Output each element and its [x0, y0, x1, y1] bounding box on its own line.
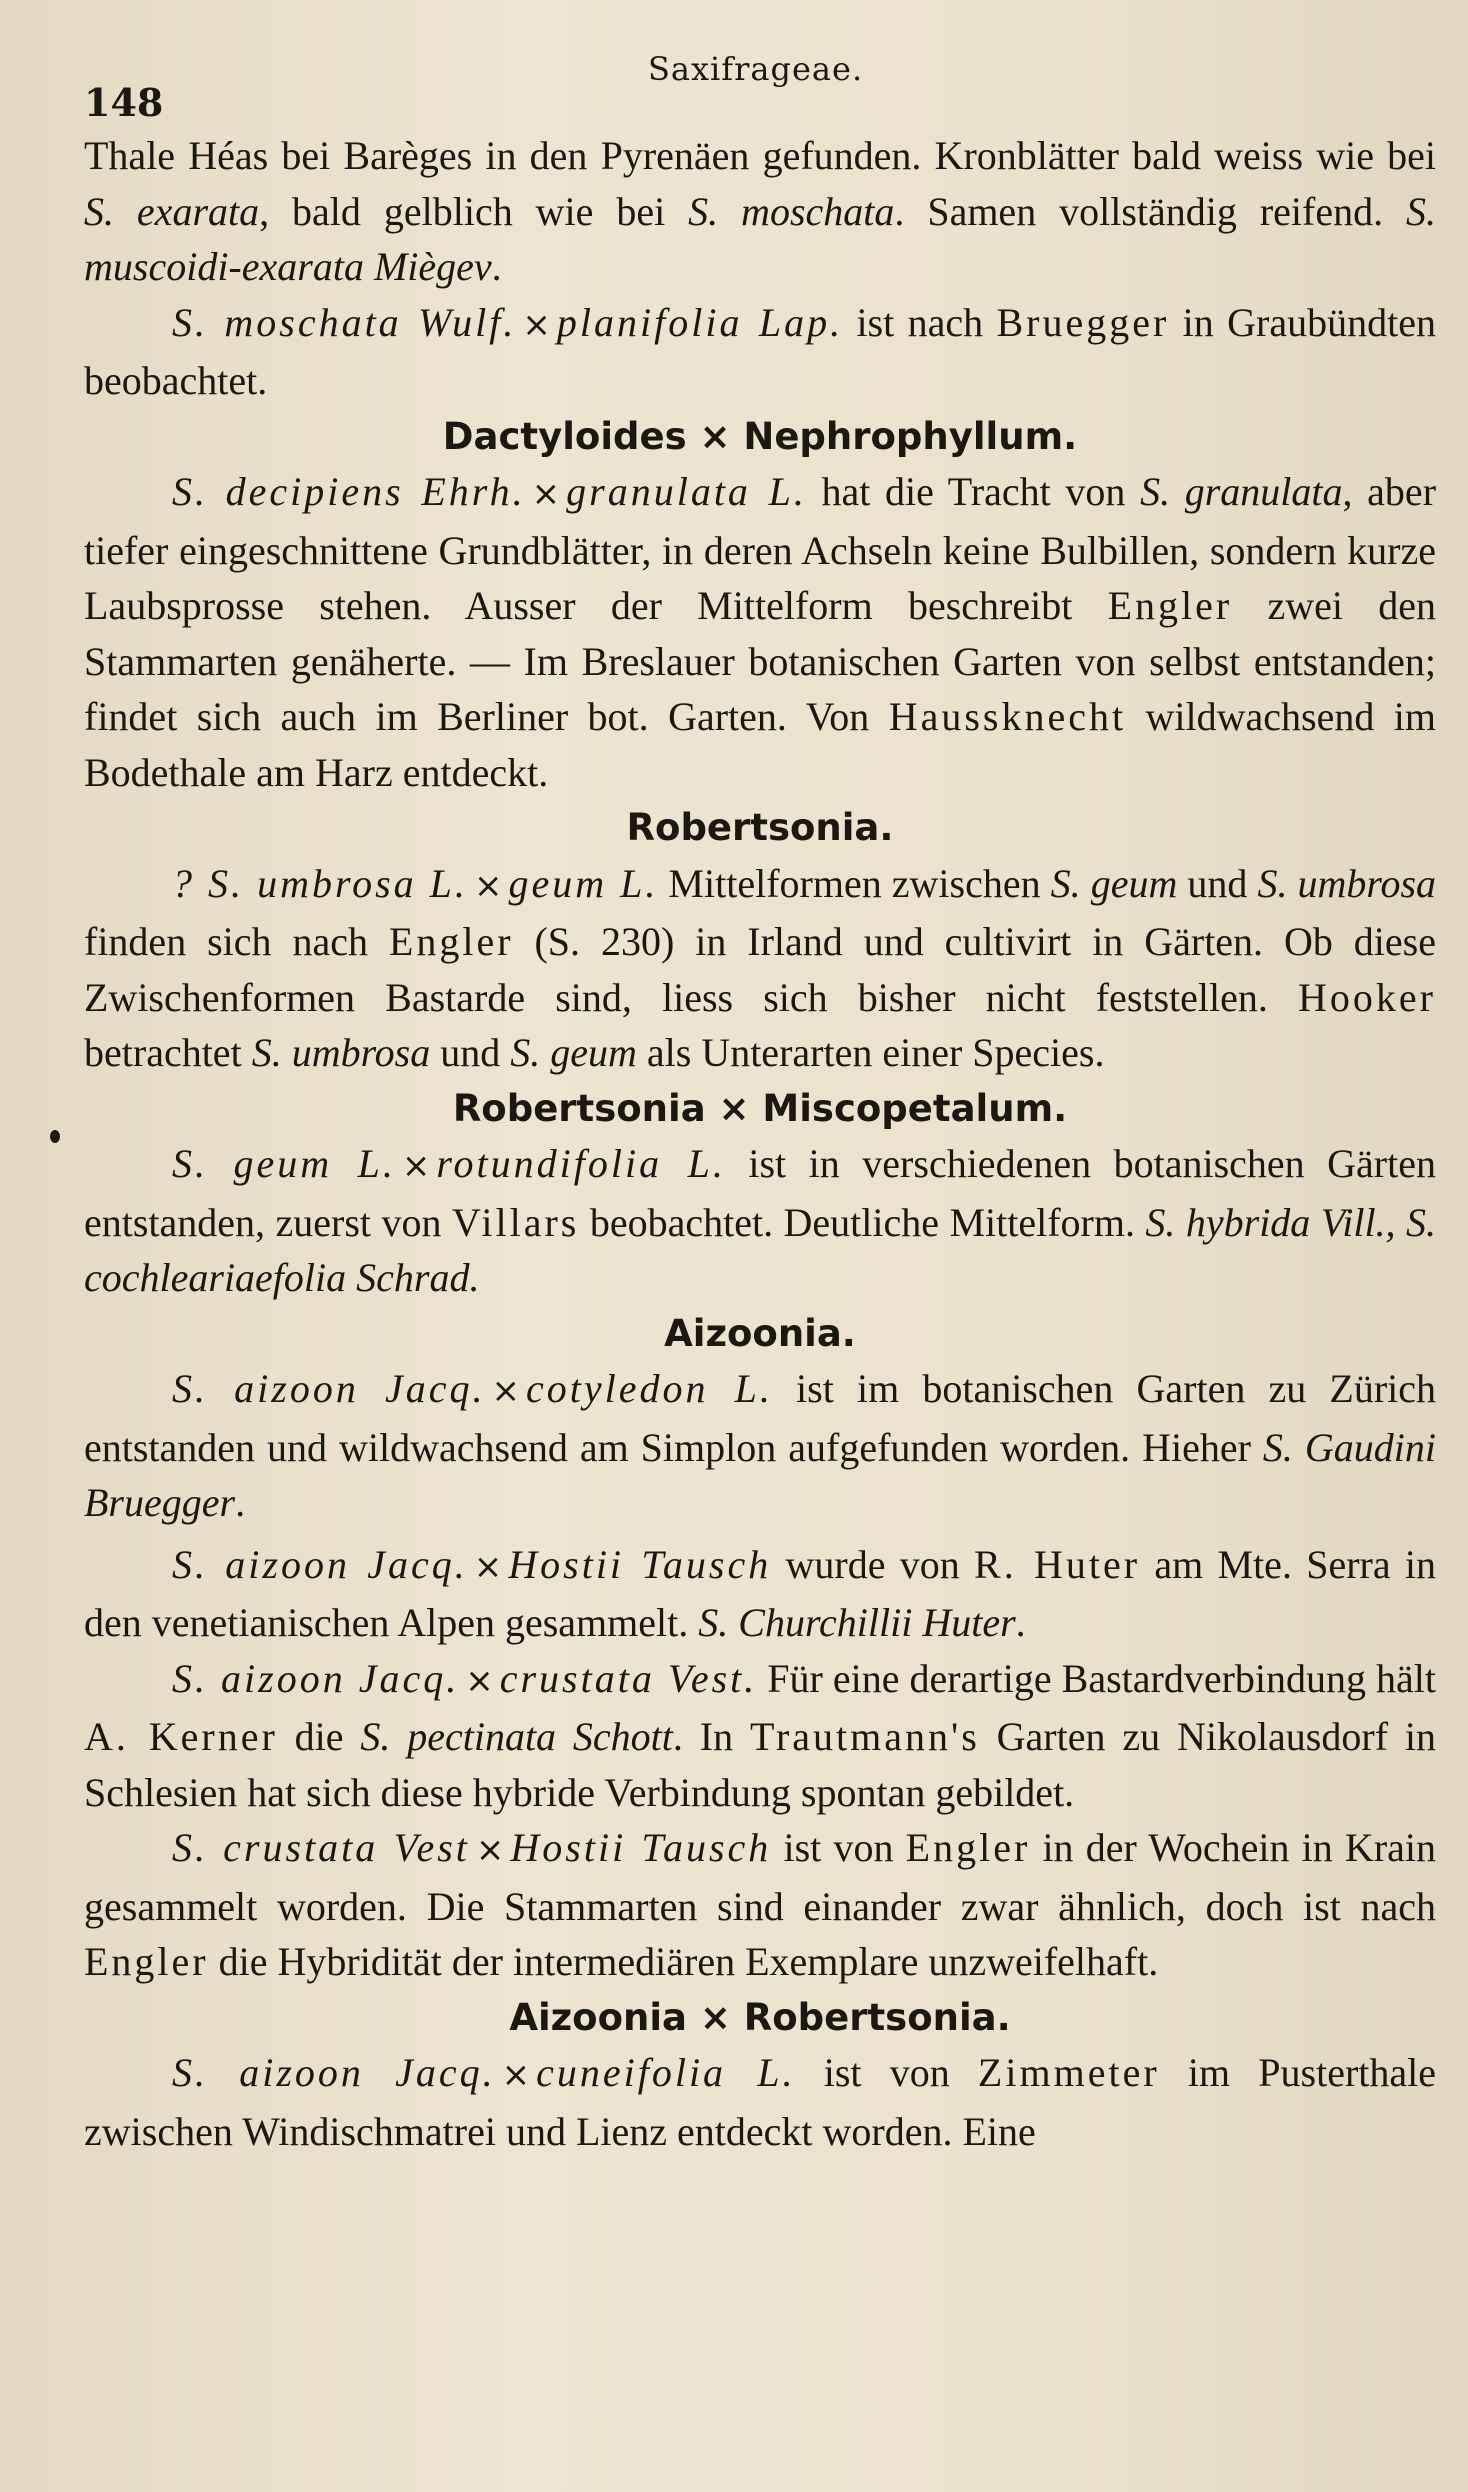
page-header — [0, 48, 1468, 125]
paragraph: S. decipiens Ehrh. × granulata L. hat die Tracht von S. granulata, aber tiefer eingeschnittene Grundblätter, in deren Achseln keine Bulbillen, sondern kurze Laubsprosse stehen. Ausser der Mittelform beschreibt Engler zwei den Stammarten genäherte. — Im Breslauer botanischen Garten von selbst entstanden; findet sich auch im Berliner bot. Garten. Von Haussknecht wildwachsend im Bodethale am Harz entdeckt. — [84, 469, 1437, 795]
ink-spot — [50, 1130, 60, 1143]
section-heading: Robertsonia × Miscopetalum. — [452, 1086, 1068, 1130]
section-heading: Robertsonia. — [626, 806, 894, 849]
page-body — [84, 128, 1436, 2159]
paragraph: S. geum L. × rotundifolia L. ist in verschiedenen botanischen Gärten entstanden, zuerst von Villars beobachtet. Deutliche Mittelform. S. hybrida Vill., S. cochleariaefolia Schrad. — [84, 1141, 1436, 1300]
page-number: 148 — [84, 80, 164, 125]
section-heading: Aizoonia × Robertsonia. — [509, 1995, 1011, 2039]
paragraph: S. moschata Wulf. × planifolia Lap. ist nach Bruegger in Graubündten beobachtet. — [84, 299, 1436, 403]
section-heading: Aizoonia. — [664, 1311, 856, 1355]
running-title: Saxifrageae. — [648, 50, 864, 88]
paragraph: S. aizoon Jacq. × cotyledon L. ist im botanischen Garten zu Zürich entstanden und wildwachsend am Simplon aufgefunden worden. Hieher S. Gaudini Bruegger. — [84, 1366, 1437, 1525]
paragraph: S. crustata Vest × Hostii Tausch ist von Engler in der Wochein in Krain gesammelt worden. Die Stammarten sind einander zwar ähnlich, doch ist nach Engler die Hybridität der intermediären Exemplare unzweifelhaft. — [84, 1825, 1437, 1984]
paragraph: S. aizoon Jacq. × Hostii Tausch wurde von R. Huter am Mte. Serra in den venetianischen Alpen gesammelt. S. Churchillii Huter. — [84, 1541, 1437, 1645]
section-heading: Dactyloides × Nephrophyllum. — [442, 414, 1078, 458]
paragraph: S. aizoon Jacq. × cuneifolia L. ist von Zimmeter im Pusterthale zwischen Windischmatrei und Lienz entdeckt worden. Eine — [84, 2050, 1437, 2154]
paragraph: ? S. umbrosa L. × geum L. Mittelformen zwischen S. geum und S. umbrosa finden sich nach Engler (S. 230) in Irland und cultivirt in Gärten. Ob diese Zwischenformen Bastarde sind, liess sich bisher nicht feststellen. Hooker betrachtet S. umbrosa und S. geum als Unterarten einer Species. — [84, 860, 1437, 1075]
paragraph: S. aizoon Jacq. × crustata Vest. Für eine derartige Bastardverbindung hält A. Kerner die S. pectinata Schott. In Trautmann's Garten zu Nikolausdorf in Schlesien hat sich diese hybride Verbindung spontan gebildet. — [84, 1655, 1437, 1815]
paragraph: Thale Héas bei Barèges in den Pyrenäen gefunden. Kronblätter bald weiss wie bei S. exarata, bald gelblich wie bei S. moschata. Samen vollständig reifend. S. muscoidi-exarata Miègev. — [84, 133, 1437, 289]
